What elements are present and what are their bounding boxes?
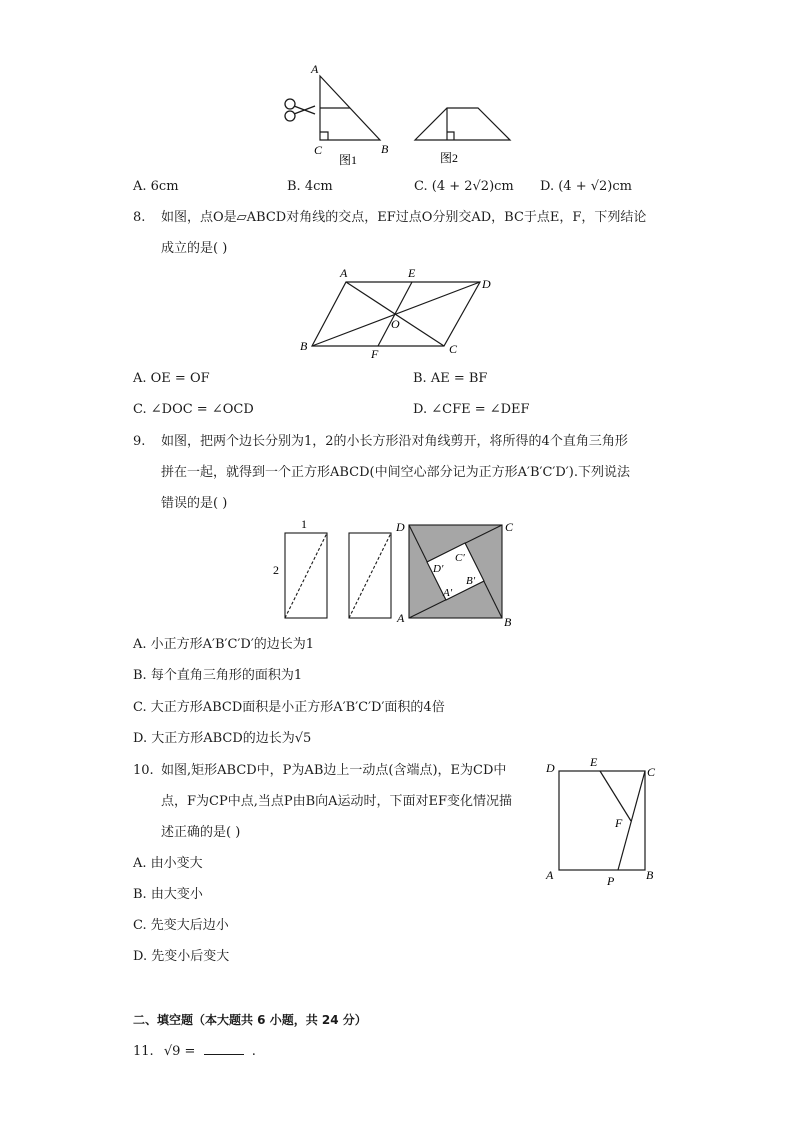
- q10-stem-line1: 如图,矩形ABCD中，P为AB边上一动点(含端点)，E为CD中: [161, 763, 507, 778]
- q10-option-d[interactable]: D. 先变小后变大: [133, 949, 230, 964]
- q8-option-d[interactable]: D. ∠CFE = ∠DEF: [413, 402, 530, 417]
- q8-label-D: D: [482, 277, 491, 291]
- q10-segment-ef: [600, 771, 631, 821]
- q9-label-A: A: [397, 611, 405, 625]
- q10-label-E: E: [590, 755, 598, 769]
- q9-number: 9.: [133, 434, 146, 449]
- q11-answer-blank[interactable]: [204, 1054, 244, 1055]
- q8-label-A: A: [340, 266, 348, 280]
- q11-expression: √9 =: [163, 1044, 196, 1059]
- q10-label-F: F: [615, 816, 623, 830]
- q10-label-D: D: [546, 761, 555, 775]
- q9-option-a[interactable]: A. 小正方形A′B′C′D′的边长为1: [133, 637, 315, 652]
- q9-option-b[interactable]: B. 每个直角三角形的面积为1: [133, 668, 303, 683]
- q8-label-B: B: [300, 339, 308, 353]
- fig1-label-A: A: [311, 62, 319, 76]
- q9-rect-2-diagonal: [349, 533, 391, 618]
- q9-label-one: 1: [301, 517, 307, 531]
- q10-label-C: C: [647, 765, 656, 779]
- fig2-caption: 图2: [440, 151, 459, 165]
- q11-number: 11.: [133, 1044, 154, 1059]
- q11-line: [133, 1044, 256, 1060]
- q9-label-Dp: D′: [433, 563, 444, 575]
- q7-option-c[interactable]: C. (4 + 2√2)cm: [414, 179, 514, 194]
- q9-stem-line1: 如图，把两个边长分别为1，2的小长方形沿对角线剪开，将所得的4个直角三角形: [161, 434, 628, 449]
- q10-stem-line2: 点，F为CP中点,当点P由B向A运动时，下面对EF变化情况描: [161, 794, 513, 809]
- q10-option-a[interactable]: A. 由小变大: [133, 856, 203, 871]
- q9-label-two: 2: [273, 563, 279, 577]
- q8-label-O: O: [391, 317, 400, 331]
- q7-option-a[interactable]: A. 6cm: [133, 179, 179, 194]
- q8-segment-ef: [378, 282, 412, 346]
- q9-label-Bp: B′: [466, 575, 476, 587]
- q10-stem-line3: 述正确的是( ): [161, 825, 241, 840]
- q8-label-E: E: [408, 266, 416, 280]
- q9-label-D: D: [396, 520, 405, 534]
- fig1-label-B: B: [381, 142, 389, 156]
- fig2-right-angle-mark: [447, 132, 454, 140]
- q9-rect-1-diagonal: [285, 533, 327, 618]
- q8-stem-line2: 成立的是( ): [161, 241, 228, 256]
- q10-option-c[interactable]: C. 先变大后边小: [133, 918, 229, 933]
- q10-label-A: A: [546, 868, 554, 882]
- q10-label-B: B: [646, 868, 654, 882]
- q8-option-a[interactable]: A. OE = OF: [133, 371, 210, 386]
- scissors-icon: [285, 99, 315, 121]
- q9-figure: [266, 514, 526, 630]
- q10-number: 10.: [133, 763, 154, 778]
- q9-label-Ap: A′: [443, 587, 453, 599]
- fig2-trapezoid: [415, 108, 510, 140]
- q8-label-C: C: [449, 342, 458, 356]
- q7-option-d[interactable]: D. (4 + √2)cm: [540, 179, 632, 194]
- q9-label-C: C: [505, 520, 514, 534]
- q8-stem-line1: 如图，点O是▱ABCD对角线的交点，EF过点O分别交AD，BC于点E，F，下列结论: [161, 210, 647, 225]
- fig1-right-angle-mark: [320, 132, 328, 140]
- q10-option-b[interactable]: B. 由大变小: [133, 887, 203, 902]
- q8-option-c[interactable]: C. ∠DOC = ∠OCD: [133, 402, 254, 417]
- q10-label-P: P: [607, 874, 615, 887]
- q9-label-Cp: C′: [455, 552, 465, 564]
- q8-option-b[interactable]: B. AE = BF: [413, 371, 488, 386]
- q10-figure: [540, 755, 666, 887]
- q8-diagonal-bd: [312, 282, 480, 346]
- fig1-label-C: C: [314, 143, 323, 157]
- q8-number: 8.: [133, 210, 146, 225]
- q9-stem-line2: 拼在一起，就得到一个正方形ABCD(中间空心部分记为正方形A′B′C′D′).下列说法: [161, 465, 630, 480]
- q9-label-B: B: [504, 615, 512, 629]
- q9-option-d[interactable]: D. 大正方形ABCD的边长为√5: [133, 731, 312, 746]
- fig1-caption: 图1: [339, 153, 358, 167]
- q7-option-b[interactable]: B. 4cm: [287, 179, 333, 194]
- q11-period: .: [251, 1044, 256, 1059]
- q7-figures: [278, 58, 518, 170]
- q8-label-F: F: [371, 347, 379, 361]
- q9-stem-line3: 错误的是( ): [161, 496, 228, 511]
- section-title: 二、填空题（本大题共 6 小题，共 24 分）: [133, 1013, 367, 1027]
- q8-parallelogram-figure: [296, 263, 506, 363]
- q9-option-c[interactable]: C. 大正方形ABCD面积是小正方形A′B′C′D′面积的4倍: [133, 700, 445, 715]
